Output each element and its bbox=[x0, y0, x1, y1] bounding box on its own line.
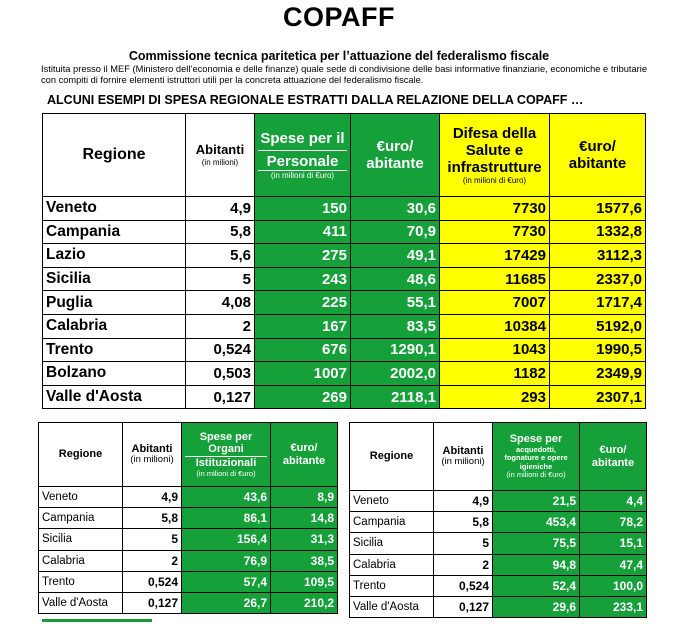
cell-regione: Veneto bbox=[43, 197, 186, 221]
header-abitanti-label: Abitanti bbox=[131, 442, 173, 455]
cell-abitanti: 0,127 bbox=[186, 385, 255, 409]
cell-spese: 21,5 bbox=[493, 491, 580, 512]
examples-heading: ALCUNI ESEMPI DI SPESA REGIONALE ESTRATTI DALLA RELAZIONE DELLA COPAFF … bbox=[47, 93, 584, 107]
cell-abitanti: 4,9 bbox=[123, 487, 182, 508]
cell-regione: Veneto bbox=[350, 491, 434, 512]
cell-spese: 86,1 bbox=[182, 508, 271, 529]
organi-istituzionali-table bbox=[38, 422, 338, 614]
header-difesa-line1: Difesa della bbox=[452, 124, 537, 142]
cell-regione: Calabria bbox=[39, 550, 123, 571]
cell-difesa-salute: 7730 bbox=[440, 197, 550, 221]
main-spending-table bbox=[42, 113, 646, 409]
cell-abitanti: 0,127 bbox=[123, 592, 182, 613]
cell-difesa-salute: 7730 bbox=[440, 220, 550, 244]
header-euro-line2: abitante bbox=[282, 454, 326, 467]
cell-abitanti: 0,524 bbox=[434, 575, 493, 596]
cell-euro-abitante-1: 1290,1 bbox=[351, 338, 440, 362]
cell-regione: Calabria bbox=[350, 554, 434, 575]
header-abitanti bbox=[186, 114, 255, 197]
table-row bbox=[43, 267, 646, 291]
header-euro2-line2: abitante bbox=[568, 155, 627, 172]
cell-spese: 52,4 bbox=[493, 575, 580, 596]
cell-difesa-salute: 1043 bbox=[440, 338, 550, 362]
header-spese-line1: Spese per il bbox=[260, 129, 345, 147]
cell-abitanti: 5,8 bbox=[123, 508, 182, 529]
cell-abitanti: 0,524 bbox=[123, 571, 182, 592]
cell-euro-abitante-2: 5192,0 bbox=[550, 314, 646, 338]
cell-euro-abitante-2: 2349,9 bbox=[550, 362, 646, 386]
cell-spese: 43,6 bbox=[182, 487, 271, 508]
cell-euro-abitante: 78,2 bbox=[580, 512, 647, 533]
cell-regione: Sicilia bbox=[39, 529, 123, 550]
cell-spese-personale: 225 bbox=[255, 291, 351, 315]
cell-difesa-salute: 7007 bbox=[440, 291, 550, 315]
cell-abitanti: 4,08 bbox=[186, 291, 255, 315]
cell-spese-personale: 676 bbox=[255, 338, 351, 362]
table-row bbox=[43, 291, 646, 315]
table-row bbox=[350, 533, 647, 554]
cell-euro-abitante-2: 2337,0 bbox=[550, 267, 646, 291]
cell-difesa-salute: 10384 bbox=[440, 314, 550, 338]
table-row bbox=[350, 554, 647, 575]
cell-abitanti: 5,6 bbox=[186, 244, 255, 268]
table-row bbox=[43, 362, 646, 386]
table-row bbox=[43, 220, 646, 244]
cell-spese: 29,6 bbox=[493, 596, 580, 617]
cell-euro-abitante-1: 2118,1 bbox=[351, 385, 440, 409]
header-abitanti bbox=[434, 423, 493, 491]
table-row bbox=[39, 529, 338, 550]
cell-euro-abitante-1: 49,1 bbox=[351, 244, 440, 268]
header-regione: Regione bbox=[39, 423, 123, 487]
cell-spese: 57,4 bbox=[182, 571, 271, 592]
cell-abitanti: 0,127 bbox=[434, 596, 493, 617]
cell-euro-abitante-1: 48,6 bbox=[351, 267, 440, 291]
cell-euro-abitante: 210,2 bbox=[271, 592, 338, 613]
acquedotti-table bbox=[349, 422, 647, 618]
cell-euro-abitante-2: 1332,8 bbox=[550, 220, 646, 244]
cell-euro-abitante-1: 30,6 bbox=[351, 197, 440, 221]
cell-spese: 26,7 bbox=[182, 592, 271, 613]
header-euro-abitante-1 bbox=[351, 114, 440, 197]
cell-regione: Valle d'Aosta bbox=[39, 592, 123, 613]
table-row bbox=[39, 508, 338, 529]
header-difesa-line2: Salute e bbox=[465, 141, 524, 159]
header-euro-line1: €uro/ bbox=[599, 443, 627, 456]
table-row bbox=[43, 338, 646, 362]
cell-spese-personale: 269 bbox=[255, 385, 351, 409]
cell-spese: 94,8 bbox=[493, 554, 580, 575]
header-abitanti-label: Abitanti bbox=[195, 141, 245, 157]
header-regione: Regione bbox=[43, 114, 186, 197]
page-description: Istituita presso il MEF (Ministero dell’economia e delle finanze) quale sede di condivisione delle basi informative finanziarie, economiche e tributarie con compiti di fornire elementi istruttori utili per la concreta attuazione del federalismo fiscale. bbox=[41, 64, 647, 85]
page-title: COPAFF bbox=[283, 2, 395, 32]
table-row bbox=[39, 487, 338, 508]
cell-regione: Calabria bbox=[43, 314, 186, 338]
cell-spese-personale: 411 bbox=[255, 220, 351, 244]
table-row bbox=[350, 512, 647, 533]
cell-spese: 76,9 bbox=[182, 550, 271, 571]
cell-difesa-salute: 293 bbox=[440, 385, 550, 409]
cell-euro-abitante-1: 70,9 bbox=[351, 220, 440, 244]
table-row bbox=[43, 197, 646, 221]
cell-abitanti: 2 bbox=[123, 550, 182, 571]
cell-difesa-salute: 11685 bbox=[440, 267, 550, 291]
header-regione: Regione bbox=[350, 423, 434, 491]
header-spese-acquedotti bbox=[493, 423, 580, 491]
table-row bbox=[39, 592, 338, 613]
cell-difesa-salute: 1182 bbox=[440, 362, 550, 386]
table-row bbox=[43, 244, 646, 268]
cell-spese-personale: 275 bbox=[255, 244, 351, 268]
cell-euro-abitante: 233,1 bbox=[580, 596, 647, 617]
table-row bbox=[350, 491, 647, 512]
header-difesa-unit: (in milioni di €uro) bbox=[462, 176, 527, 186]
table-row bbox=[39, 571, 338, 592]
header-euro-abitante-2 bbox=[550, 114, 646, 197]
header-abitanti-unit: (in milioni) bbox=[201, 157, 239, 167]
header-euro-line1: €uro/ bbox=[290, 441, 318, 454]
cell-euro-abitante-1: 55,1 bbox=[351, 291, 440, 315]
cell-euro-abitante: 8,9 bbox=[271, 487, 338, 508]
header-spese-organi bbox=[182, 423, 271, 487]
cell-euro-abitante-2: 1990,5 bbox=[550, 338, 646, 362]
table-row bbox=[350, 575, 647, 596]
cell-regione: Valle d'Aosta bbox=[350, 596, 434, 617]
cell-spese: 75,5 bbox=[493, 533, 580, 554]
header-difesa-salute bbox=[440, 114, 550, 197]
cell-spese: 156,4 bbox=[182, 529, 271, 550]
header-spese-line2: Personale bbox=[258, 150, 347, 170]
cell-euro-abitante: 38,5 bbox=[271, 550, 338, 571]
header-spese-personale bbox=[255, 114, 351, 197]
header-euro1-line2: abitante bbox=[366, 155, 424, 172]
cell-euro-abitante-1: 2002,0 bbox=[351, 362, 440, 386]
cell-spese-personale: 1007 bbox=[255, 362, 351, 386]
cell-euro-abitante-2: 3112,3 bbox=[550, 244, 646, 268]
cell-regione: Campania bbox=[43, 220, 186, 244]
cell-regione: Sicilia bbox=[350, 533, 434, 554]
table-row bbox=[43, 314, 646, 338]
header-spese-unit: (in milioni di €uro) bbox=[258, 170, 347, 180]
cell-abitanti: 5 bbox=[123, 529, 182, 550]
header-spese-line3: fognature e opere bbox=[504, 453, 568, 463]
page-subtitle: Commissione tecnica paritetica per l’attuazione del federalismo fiscale bbox=[128, 49, 550, 63]
header-spese-line1: Spese per bbox=[199, 430, 253, 443]
cell-regione: Lazio bbox=[43, 244, 186, 268]
header-spese-line3: Istituzionali bbox=[185, 456, 267, 470]
header-spese-line2: acquedotti, bbox=[515, 444, 556, 454]
cell-euro-abitante: 15,1 bbox=[580, 533, 647, 554]
cell-euro-abitante: 47,4 bbox=[580, 554, 647, 575]
header-spese-line2: Organi bbox=[208, 443, 244, 456]
header-euro1-line1: €uro/ bbox=[376, 137, 414, 155]
cell-euro-abitante: 31,3 bbox=[271, 529, 338, 550]
cell-abitanti: 2 bbox=[434, 554, 493, 575]
header-euro2-line1: €uro/ bbox=[579, 137, 616, 155]
cell-euro-abitante: 100,0 bbox=[580, 575, 647, 596]
cell-euro-abitante-2: 1577,6 bbox=[550, 197, 646, 221]
cell-regione: Puglia bbox=[43, 291, 186, 315]
cell-abitanti: 0,524 bbox=[186, 338, 255, 362]
header-euro-abitante bbox=[271, 423, 338, 487]
cell-euro-abitante: 4,4 bbox=[580, 491, 647, 512]
cell-euro-abitante-2: 2307,1 bbox=[550, 385, 646, 409]
cell-spese-personale: 243 bbox=[255, 267, 351, 291]
cell-abitanti: 4,9 bbox=[186, 197, 255, 221]
cell-regione: Bolzano bbox=[43, 362, 186, 386]
cell-euro-abitante: 14,8 bbox=[271, 508, 338, 529]
cell-abitanti: 5 bbox=[186, 267, 255, 291]
cell-regione: Campania bbox=[350, 512, 434, 533]
cell-regione: Trento bbox=[39, 571, 123, 592]
decorative-rule bbox=[42, 619, 152, 622]
table-row bbox=[39, 550, 338, 571]
header-spese-line1: Spese per bbox=[509, 432, 563, 445]
header-spese-line4: igieniche bbox=[519, 461, 553, 471]
header-spese-unit: (in milioni di €uro) bbox=[506, 470, 566, 480]
cell-regione: Valle d'Aosta bbox=[43, 385, 186, 409]
header-abitanti-label: Abitanti bbox=[442, 444, 484, 457]
cell-regione: Trento bbox=[350, 575, 434, 596]
cell-spese-personale: 167 bbox=[255, 314, 351, 338]
cell-abitanti: 0,503 bbox=[186, 362, 255, 386]
cell-euro-abitante-2: 1717,4 bbox=[550, 291, 646, 315]
header-euro-abitante bbox=[580, 423, 647, 491]
header-spese-unit: (in milioni di €uro) bbox=[196, 468, 256, 478]
cell-euro-abitante-1: 83,5 bbox=[351, 314, 440, 338]
cell-abitanti: 5 bbox=[434, 533, 493, 554]
cell-abitanti: 2 bbox=[186, 314, 255, 338]
cell-difesa-salute: 17429 bbox=[440, 244, 550, 268]
header-difesa-line3: infrastrutture bbox=[447, 159, 542, 177]
cell-regione: Campania bbox=[39, 508, 123, 529]
table-row bbox=[43, 385, 646, 409]
cell-euro-abitante: 109,5 bbox=[271, 571, 338, 592]
cell-regione: Sicilia bbox=[43, 267, 186, 291]
header-euro-line2: abitante bbox=[591, 456, 635, 469]
table-row bbox=[350, 596, 647, 617]
cell-spese: 453,4 bbox=[493, 512, 580, 533]
cell-abitanti: 5,8 bbox=[434, 512, 493, 533]
header-abitanti-unit: (in milioni) bbox=[130, 454, 174, 466]
cell-regione: Trento bbox=[43, 338, 186, 362]
cell-abitanti: 4,9 bbox=[434, 491, 493, 512]
cell-regione: Veneto bbox=[39, 487, 123, 508]
cell-spese-personale: 150 bbox=[255, 197, 351, 221]
header-abitanti bbox=[123, 423, 182, 487]
header-abitanti-unit: (in milioni) bbox=[441, 456, 485, 468]
cell-abitanti: 5,8 bbox=[186, 220, 255, 244]
